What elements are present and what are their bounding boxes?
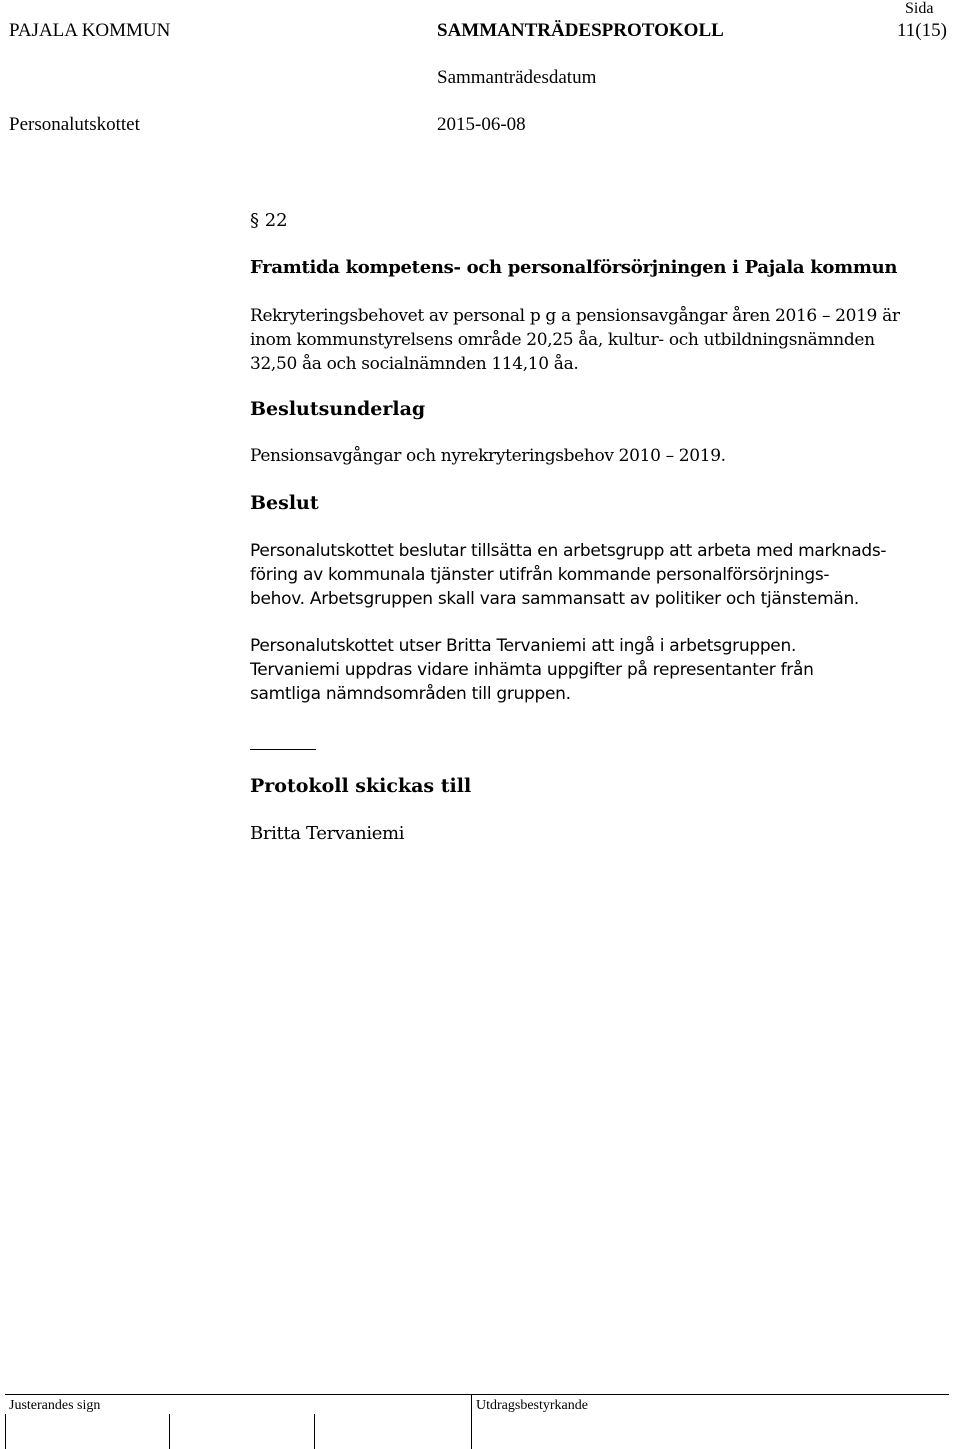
beslut-line: Personalutskottet utser Britta Tervaniemi att ingå i arbetsgruppen.	[250, 636, 797, 656]
beslut-line: Tervaniemi uppdras vidare inhämta uppgifter på representanter från	[250, 660, 814, 680]
signature-box-divider	[471, 1394, 472, 1449]
page-number: 11(15)	[897, 20, 947, 41]
signature-box-divider	[314, 1414, 315, 1449]
organization-name: PAJALA KOMMUN	[9, 20, 171, 41]
beslut-paragraph-2	[250, 634, 814, 706]
beslut-line: föring av kommunala tjänster utifrån kommande personalförsörjnings-	[250, 565, 830, 585]
footer-rule	[5, 1394, 949, 1395]
sent-to-recipient: Britta Tervaniemi	[250, 823, 405, 844]
underlag-heading: Beslutsunderlag	[250, 398, 426, 420]
signature-box-divider	[5, 1414, 6, 1449]
intro-line: inom kommunstyrelsens område 20,25 åa, kultur- och utbildningsnämnden	[250, 330, 875, 350]
meeting-date-label: Sammanträdesdatum	[437, 67, 597, 88]
committee-name: Personalutskottet	[9, 114, 140, 135]
section-title: Framtida kompetens- och personalförsörjningen i Pajala kommun	[250, 257, 898, 278]
signature-box-divider	[169, 1414, 170, 1449]
intro-line: 32,50 åa och socialnämnden 114,10 åa.	[250, 354, 579, 374]
beslut-line: behov. Arbetsgruppen skall vara sammansatt av politiker och tjänstemän.	[250, 589, 860, 609]
document-type: SAMMANTRÄDESPROTOKOLL	[437, 20, 724, 41]
beslut-line: Personalutskottet beslutar tillsätta en arbetsgrupp att arbeta med marknads-	[250, 541, 887, 561]
intro-paragraph	[250, 304, 900, 376]
beslut-paragraph-1	[250, 539, 886, 611]
beslut-heading: Beslut	[250, 492, 319, 514]
underlag-text: Pensionsavgångar och nyrekryteringsbehov 2010 – 2019.	[250, 446, 726, 466]
beslut-line: samtliga nämndsområden till gruppen.	[250, 684, 571, 704]
signature-label: Justerandes sign	[9, 1398, 101, 1413]
page-label: Sida	[905, 0, 934, 17]
section-divider	[250, 749, 316, 750]
intro-line: Rekryteringsbehovet av personal p g a pensionsavgångar åren 2016 – 2019 är	[250, 306, 900, 326]
meeting-date: 2015-06-08	[437, 114, 526, 135]
paragraph-number: § 22	[250, 210, 288, 231]
extract-label: Utdragsbestyrkande	[476, 1398, 588, 1413]
sent-to-heading: Protokoll skickas till	[250, 775, 472, 797]
